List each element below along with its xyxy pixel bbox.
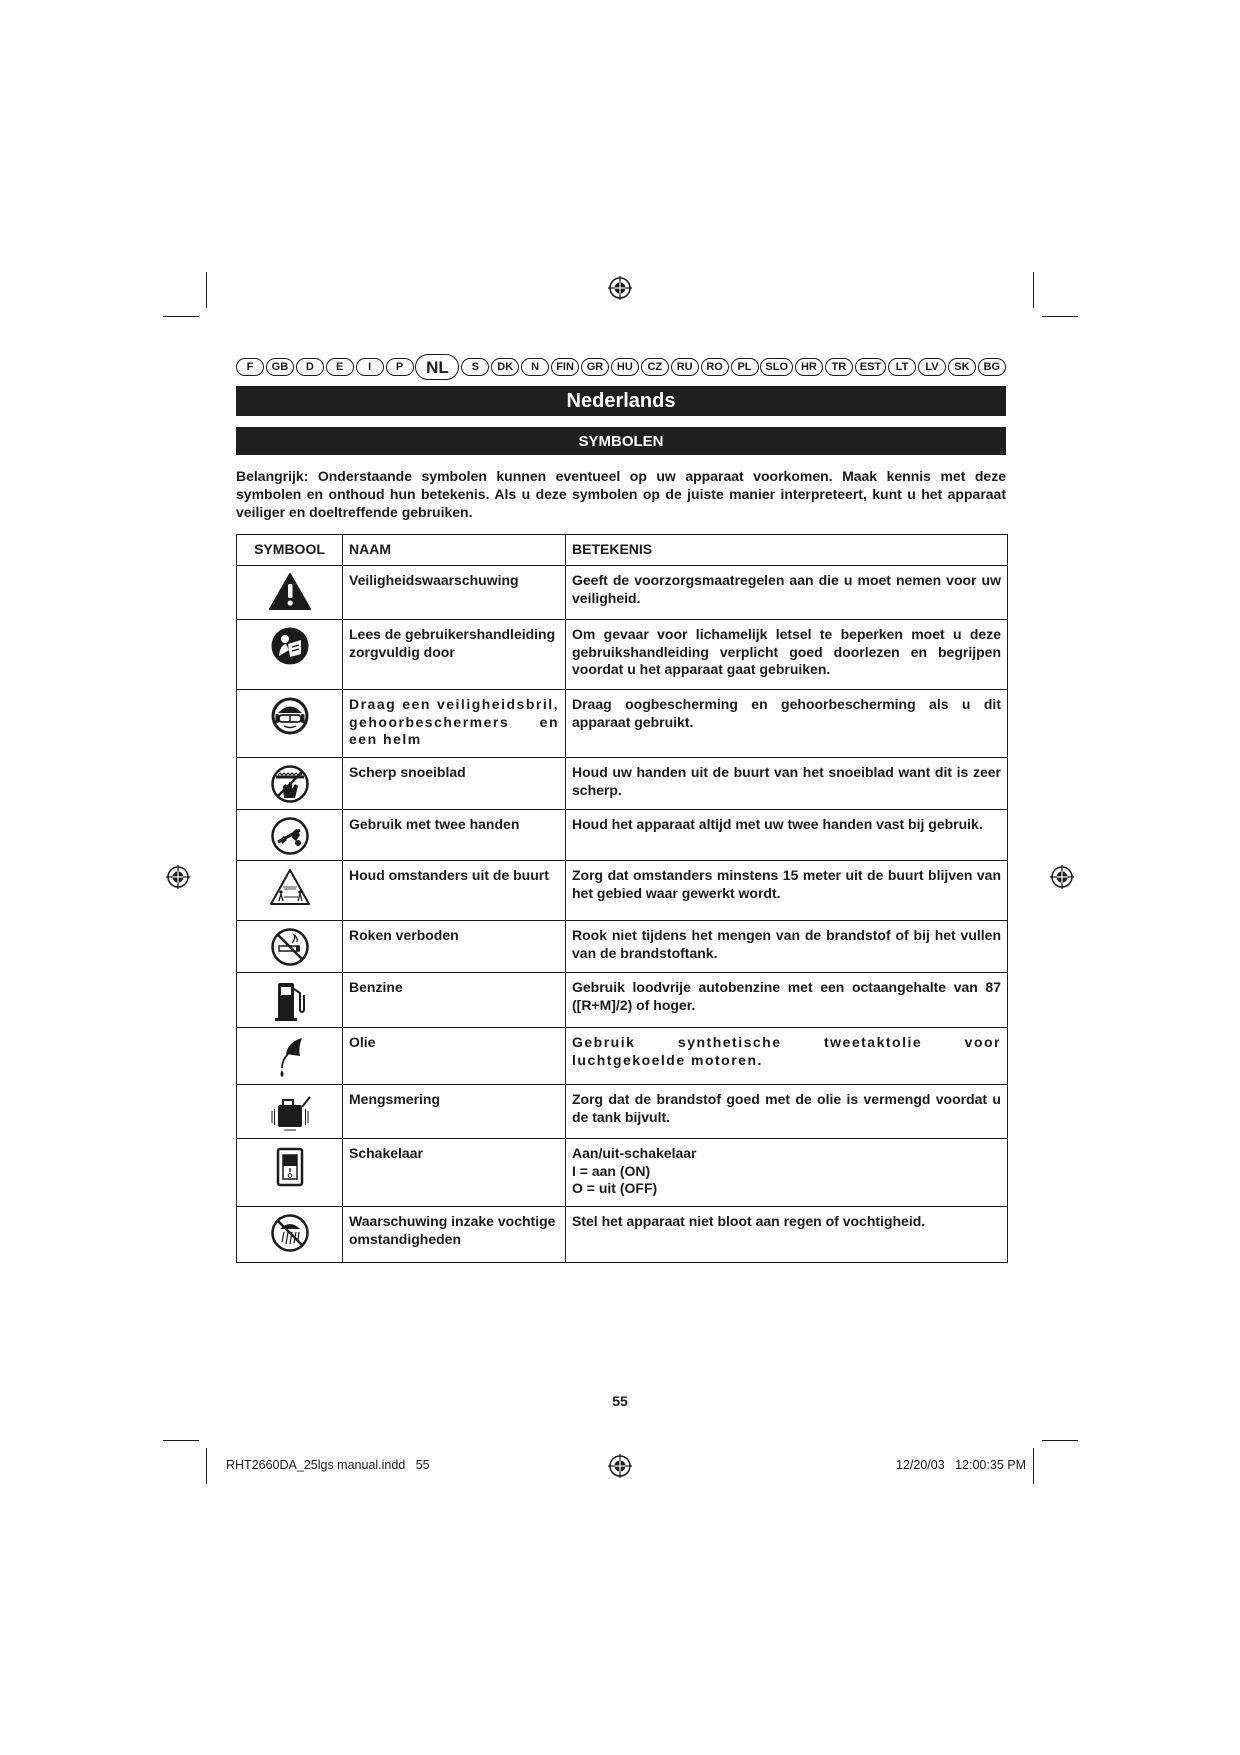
symbol-name: Waarschuwing inzake vochtige omstandigheden — [343, 1207, 566, 1263]
symbol-cell — [237, 1085, 343, 1139]
language-tab-n[interactable]: N — [521, 358, 549, 376]
registration-mark-icon — [608, 276, 632, 300]
crop-mark — [206, 272, 207, 308]
footer-file-info: RHT2660DA_25lgs manual.indd 55 — [226, 1458, 430, 1472]
language-tab-bg[interactable]: BG — [978, 358, 1006, 376]
language-tab-lv[interactable]: LV — [918, 358, 946, 376]
switch-meaning-line: Aan/uit-schakelaar — [572, 1145, 697, 1161]
table-row — [237, 1207, 1008, 1263]
switch-meaning-line: I = aan (ON) — [572, 1162, 651, 1179]
table-row — [237, 1085, 1008, 1139]
crop-mark — [1042, 1440, 1078, 1441]
symbol-meaning: Rook niet tijdens het mengen van de brandstof of bij het vullen van de brandstoftank. — [566, 921, 1008, 973]
registration-mark-icon — [1050, 865, 1074, 889]
symbol-meaning — [566, 1139, 1008, 1207]
symbol-cell — [237, 620, 343, 690]
crop-mark — [206, 1448, 207, 1484]
language-tab-hu[interactable]: HU — [611, 358, 639, 376]
no-rain-icon — [270, 1213, 310, 1253]
symbol-meaning: Gebruik loodvrije autobenzine met een octaangehalte van 87 ([R+M]/2) of hoger. — [566, 973, 1008, 1028]
symbol-name: Gebruik met twee handen — [343, 810, 566, 861]
language-tab-ru[interactable]: RU — [671, 358, 699, 376]
crop-mark — [1033, 272, 1034, 308]
crop-mark — [1042, 316, 1078, 317]
symbol-meaning: Zorg dat de brandstof goed met de olie is vermengd voordat u de tank bijvult. — [566, 1085, 1008, 1139]
language-tab-e[interactable]: E — [326, 358, 354, 376]
table-row — [237, 973, 1008, 1028]
symbol-name: Schakelaar — [343, 1139, 566, 1207]
fuel-pump-icon — [272, 979, 308, 1023]
symbol-cell — [237, 690, 343, 758]
footer-timestamp: 12/20/03 12:00:35 PM — [896, 1458, 1026, 1472]
language-tab-slo[interactable]: SLO — [760, 358, 793, 376]
symbol-name: Draag een veiligheidsbril, gehoorbeschermers en een helm — [343, 690, 566, 758]
language-tab-s[interactable]: S — [461, 358, 489, 376]
header-symbol: SYMBOOL — [237, 535, 343, 566]
bystanders-icon — [268, 867, 312, 907]
symbol-name: Houd omstanders uit de buurt — [343, 861, 566, 921]
symbol-name: Lees de gebruikershandleiding zorgvuldig door — [343, 620, 566, 690]
symbol-cell — [237, 758, 343, 810]
table-row — [237, 921, 1008, 973]
table-row — [237, 1028, 1008, 1085]
read-manual-icon — [270, 626, 310, 666]
two-hands-icon — [270, 816, 310, 856]
language-tab-d[interactable]: D — [296, 358, 324, 376]
symbol-cell — [237, 861, 343, 921]
symbol-name: Mengsmering — [343, 1085, 566, 1139]
switch-meaning-line: O = uit (OFF) — [572, 1180, 658, 1196]
symbol-name: Roken verboden — [343, 921, 566, 973]
language-tab-nl[interactable]: NL — [415, 354, 459, 380]
crop-mark — [163, 316, 199, 317]
symbol-meaning: Zorg dat omstanders minstens 15 meter uit de buurt blijven van het gebied waar gewerkt wordt. — [566, 861, 1008, 921]
table-row — [237, 690, 1008, 758]
warning-triangle-icon — [268, 572, 312, 612]
crop-mark — [1033, 1448, 1034, 1484]
symbol-name: Scherp snoeiblad — [343, 758, 566, 810]
symbol-cell — [237, 810, 343, 861]
symbol-cell — [237, 973, 343, 1028]
language-tab-cz[interactable]: CZ — [641, 358, 669, 376]
language-title: Nederlands — [236, 386, 1006, 416]
registration-mark-icon — [608, 1454, 632, 1478]
table-row — [237, 861, 1008, 921]
table-row — [237, 810, 1008, 861]
symbol-meaning: Houd het apparaat altijd met uw twee handen vast bij gebruik. — [566, 810, 1008, 861]
language-tab-ro[interactable]: RO — [701, 358, 729, 376]
section-title: SYMBOLEN — [236, 427, 1006, 455]
language-tab-lt[interactable]: LT — [888, 358, 916, 376]
symbol-cell — [237, 921, 343, 973]
symbol-name: Benzine — [343, 973, 566, 1028]
language-tab-fin[interactable]: FIN — [551, 358, 579, 376]
table-row — [237, 566, 1008, 620]
symbol-meaning: Geeft de voorzorgsmaatregelen aan die u moet nemen voor uw veiligheid. — [566, 566, 1008, 620]
language-tab-est[interactable]: EST — [855, 358, 886, 376]
language-tab-dk[interactable]: DK — [491, 358, 519, 376]
language-tab-sk[interactable]: SK — [948, 358, 976, 376]
symbol-meaning: Houd uw handen uit de buurt van het snoeiblad want dit is zeer scherp. — [566, 758, 1008, 810]
language-selector — [236, 356, 1006, 378]
symbol-meaning: Stel het apparaat niet bloot aan regen of vochtigheid. — [566, 1207, 1008, 1263]
language-tab-i[interactable]: I — [356, 358, 384, 376]
table-row — [237, 620, 1008, 690]
symbols-table — [236, 534, 1008, 1263]
language-tab-gb[interactable]: GB — [266, 358, 294, 376]
symbol-meaning: Om gevaar voor lichamelijk letsel te beperken moet u deze gebruikshandleiding verplicht goed doorlezen en begrijpen voordat u het apparaat gaat gebruiken. — [566, 620, 1008, 690]
table-header-row — [237, 535, 1008, 566]
language-tab-gr[interactable]: GR — [581, 358, 609, 376]
no-smoking-icon — [270, 927, 310, 967]
registration-mark-icon — [166, 865, 190, 889]
language-tab-p[interactable]: P — [386, 358, 414, 376]
language-tab-tr[interactable]: TR — [825, 358, 853, 376]
switch-icon — [274, 1145, 306, 1189]
header-meaning: BETEKENIS — [566, 535, 1008, 566]
intro-text: Belangrijk: Onderstaande symbolen kunnen eventueel op uw apparaat voorkomen. Maak kennis met deze symbolen en onthoud hun betekenis. Als u deze symbolen op de juiste manier interpreteert, kunt u het apparaat veiliger en doeltreffende gebruiken. — [236, 468, 1006, 520]
symbol-cell — [237, 1028, 343, 1085]
symbol-cell — [237, 1139, 343, 1207]
language-tab-hr[interactable]: HR — [795, 358, 823, 376]
sharp-blade-icon — [270, 764, 310, 804]
safety-gear-icon — [270, 696, 310, 736]
table-row — [237, 1139, 1008, 1207]
symbol-cell — [237, 1207, 343, 1263]
oil-can-icon — [272, 1034, 308, 1080]
crop-mark — [163, 1440, 199, 1441]
header-name: NAAM — [343, 535, 566, 566]
table-row — [237, 758, 1008, 810]
language-tab-pl[interactable]: PL — [731, 358, 759, 376]
page-number: 55 — [612, 1393, 628, 1409]
symbol-name: Veiligheidswaarschuwing — [343, 566, 566, 620]
fuel-mix-icon — [266, 1091, 314, 1133]
symbol-meaning: Draag oogbescherming en gehoorbescherming als u dit apparaat gebruikt. — [566, 690, 1008, 758]
symbol-name: Olie — [343, 1028, 566, 1085]
symbol-meaning: Gebruik synthetische tweetaktolie voor luchtgekoelde motoren. — [566, 1028, 1008, 1085]
symbol-cell — [237, 566, 343, 620]
language-tab-f[interactable]: F — [236, 358, 264, 376]
